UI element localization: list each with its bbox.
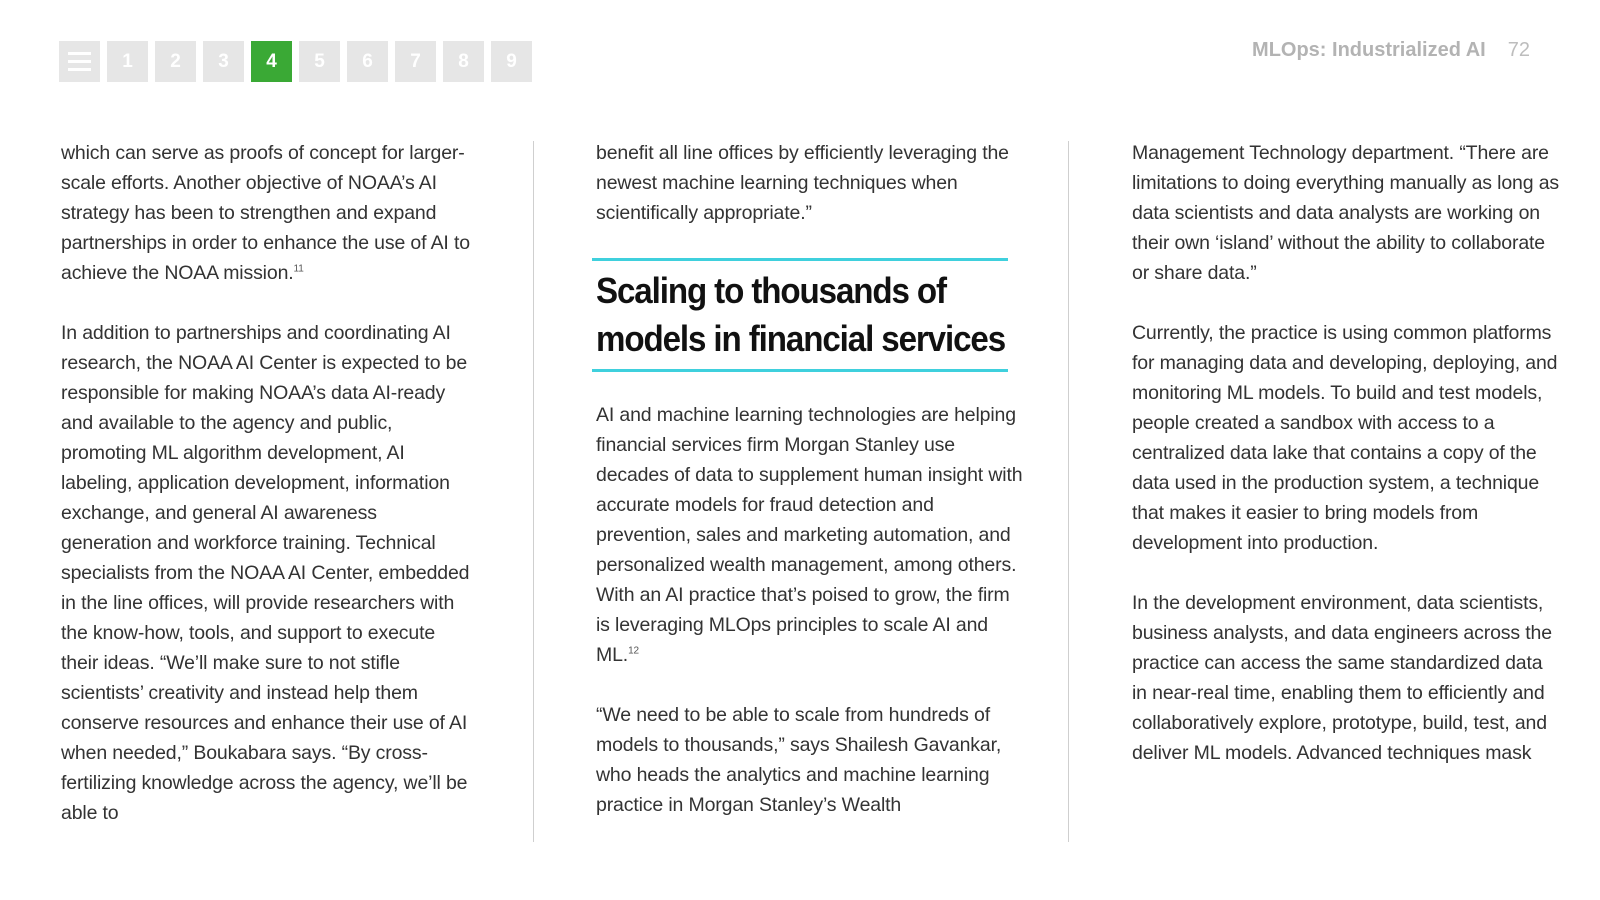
page-button-2[interactable]: 2 <box>155 41 196 82</box>
text-column-3 <box>1132 138 1562 798</box>
hamburger-menu-icon[interactable] <box>59 41 100 82</box>
page-number: 72 <box>1507 39 1530 61</box>
paragraph: “We need to be able to scale from hundreds of models to thousands,” says Shailesh Gavankar, who heads the analytics and machine learning practice in Morgan Stanley’s Wealth <box>596 704 1002 816</box>
paragraph: Management Technology department. “There are limitations to doing everything manually as long as data scientists and data analysts are working on their own ‘island’ without the ability to collaborate or share data.” <box>1132 142 1560 284</box>
page-button-1[interactable]: 1 <box>107 41 148 82</box>
page-header <box>1252 39 1530 62</box>
page-button-6[interactable]: 6 <box>347 41 388 82</box>
page-button-5[interactable]: 5 <box>299 41 340 82</box>
document-title: MLOps: Industrialized AI <box>1252 39 1486 61</box>
page-button-9[interactable]: 9 <box>491 41 532 82</box>
paragraph: In the development environment, data scientists, business analysts, and data engineers across the practice can access the same standardized data in near-real time, enabling them to efficiently and collaboratively explore, prototype, build, test, and deliver ML models. Advanced techniques mask <box>1132 592 1552 764</box>
page-button-7[interactable]: 7 <box>395 41 436 82</box>
paragraph: which can serve as proofs of concept for larger-scale efforts. Another objective of NOAA’s AI strategy has been to strengthen and expand partnerships in order to enhance the use of AI to achieve the NOAA mission.$^{11}$ <box>61 142 470 284</box>
section-heading-block <box>592 258 1008 372</box>
section-heading-line-1: Scaling to thousands of <box>596 270 946 311</box>
page-button-4-active[interactable]: 4 <box>251 41 292 82</box>
page-navigation <box>59 41 532 82</box>
column-divider <box>1068 141 1069 842</box>
paragraph: In addition to partnerships and coordinating AI research, the NOAA AI Center is expected to be responsible for making NOAA’s data AI-ready and available to the agency and public, promoting ML algorithm development, AI labeling, application development, information exchange, and general AI awareness generation and workforce training. Technical specialists from the NOAA AI Center, embedded in the line offices, will provide researchers with the know-how, tools, and support to execute their ideas. “We’ll make sure to not stifle scientists’ creativity and instead help them conserve resources and enhance their use of AI when needed,” Boukabara says. “By cross-fertilizing knowledge across the agency, we’ll be able to <box>61 322 470 824</box>
footnote-ref[interactable]: 12 <box>628 645 639 657</box>
page-button-3[interactable]: 3 <box>203 41 244 82</box>
page-button-8[interactable]: 8 <box>443 41 484 82</box>
text-column-1 <box>61 138 471 858</box>
paragraph: benefit all line offices by efficiently leveraging the newest machine learning techniques when scientifically appropriate.” <box>596 142 1009 224</box>
column-divider <box>533 141 534 842</box>
footnote-ref[interactable]: 11 <box>293 263 304 275</box>
paragraph: Currently, the practice is using common platforms for managing data and developing, deploying, and monitoring ML models. To build and test models, people created a sandbox with access to a centralized data lake that contains a copy of the data used in the production system, a technique that makes it easier to bring models from development into production. <box>1132 322 1558 554</box>
section-heading-line-2: models in financial services <box>596 318 1006 359</box>
paragraph: AI and machine learning technologies are helping financial services firm Morgan Stanley use decades of data to supplement human insight with accurate models for fraud detection and prevention, sales and marketing automation, and personalized wealth management, among others. With an AI practice that’s poised to grow, the firm is leveraging MLOps principles to scale AI and ML.$^{12}$ <box>596 404 1023 666</box>
text-column-2 <box>596 138 1026 850</box>
